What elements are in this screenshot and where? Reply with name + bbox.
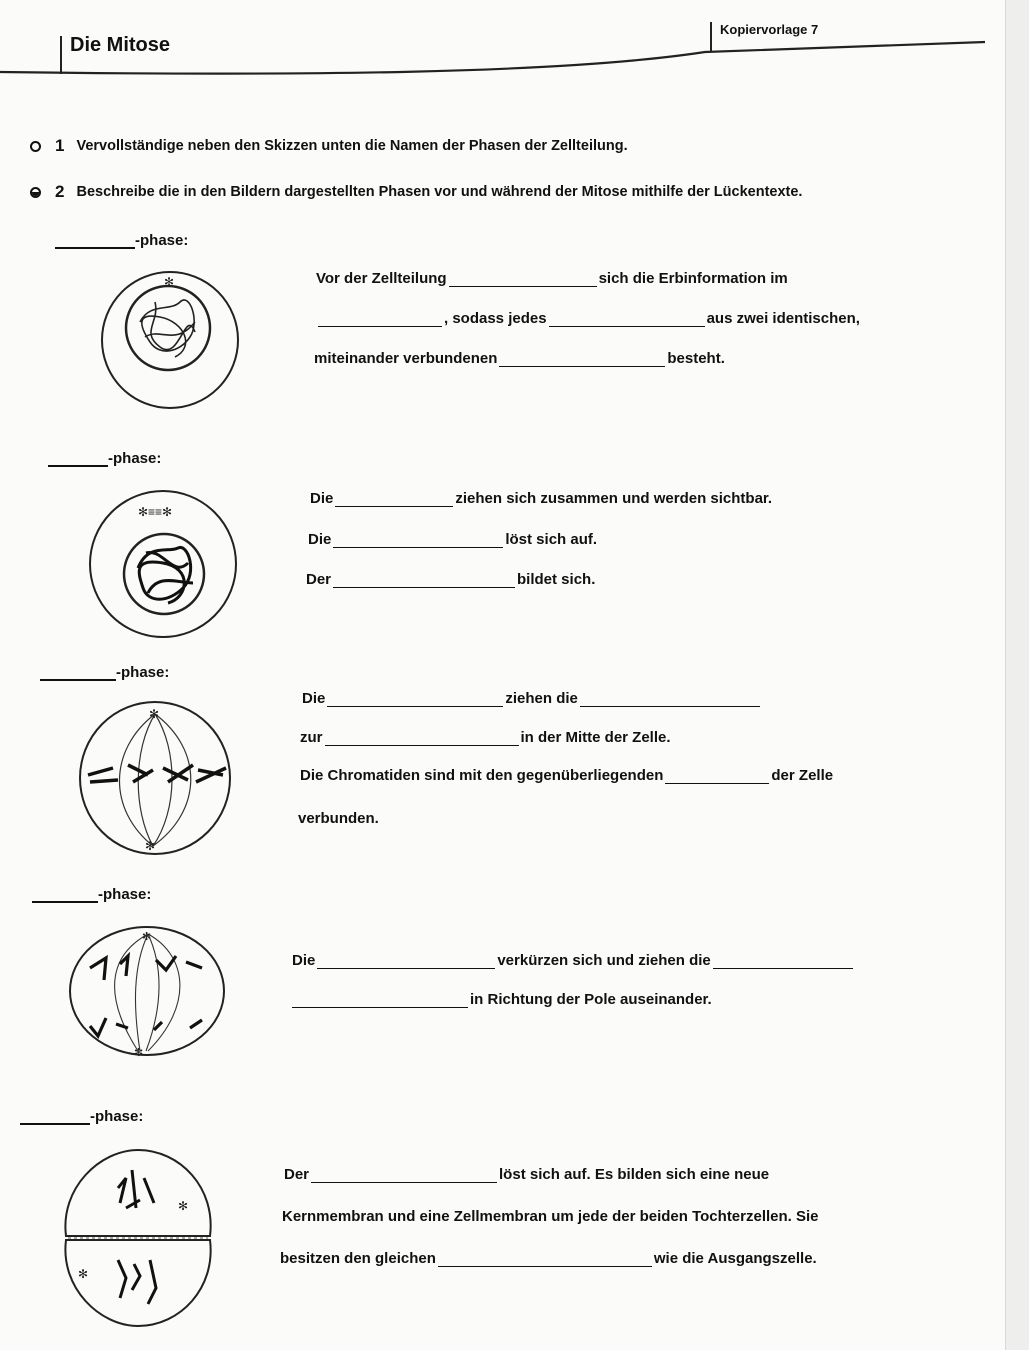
prophase-cell-sketch bbox=[88, 488, 240, 640]
blank-field[interactable] bbox=[55, 233, 135, 249]
p3-line-3 bbox=[300, 767, 833, 784]
blank-field[interactable] bbox=[580, 694, 760, 707]
blank-field[interactable] bbox=[335, 494, 453, 507]
task-number: 2 bbox=[55, 182, 65, 201]
text: löst sich auf. bbox=[505, 531, 598, 548]
telophase-cell-sketch bbox=[60, 1148, 216, 1328]
p5-line-3 bbox=[280, 1250, 817, 1267]
text: aus zwei identischen, bbox=[706, 310, 860, 327]
text: Vor der Zellteilung bbox=[316, 270, 447, 287]
text: Kernmembran und eine Zellmembran um jede der beiden Tochterzellen. Sie bbox=[282, 1208, 819, 1225]
blank-field[interactable] bbox=[713, 956, 853, 969]
p3-line-1 bbox=[302, 690, 762, 707]
phase-label-2 bbox=[48, 450, 161, 467]
p1-line-3 bbox=[314, 350, 725, 367]
text: in der Mitte der Zelle. bbox=[520, 729, 671, 746]
text: Der bbox=[284, 1166, 310, 1183]
text: , sodass jedes bbox=[444, 310, 547, 327]
text: ziehen die bbox=[505, 690, 578, 707]
header-bar-right bbox=[710, 22, 712, 52]
p1-line-2 bbox=[316, 310, 860, 327]
page-title: Die Mitose bbox=[70, 34, 171, 56]
text: sich die Erbinformation im bbox=[598, 270, 788, 287]
text: wie die Ausgangszelle. bbox=[653, 1250, 817, 1267]
svg-text:✻: ✻ bbox=[78, 1267, 89, 1281]
phase-label-3 bbox=[40, 664, 169, 681]
svg-text:✻: ✻ bbox=[142, 931, 152, 943]
text: Die bbox=[302, 690, 326, 707]
p5-line-1 bbox=[284, 1166, 769, 1183]
p3-line-2 bbox=[300, 729, 671, 746]
header-bar-left bbox=[60, 36, 62, 74]
text: verbunden. bbox=[298, 810, 379, 827]
task-2 bbox=[30, 182, 802, 202]
svg-text:✻: ✻ bbox=[145, 839, 156, 853]
task-text: Beschreibe die in den Bildern dargestellten Phasen vor und während der Mitose mithilfe der Lückentexte. bbox=[76, 184, 803, 200]
phase-label-1 bbox=[55, 232, 188, 249]
text: Die Chromatiden sind mit den gegenüberliegenden bbox=[300, 767, 664, 784]
page-edge bbox=[1005, 0, 1029, 1350]
phase-suffix: -phase: bbox=[90, 1108, 144, 1125]
text: löst sich auf. Es bilden sich eine neue bbox=[499, 1166, 770, 1183]
p1-line-1 bbox=[316, 270, 788, 287]
text: besteht. bbox=[667, 350, 725, 367]
p5-line-2 bbox=[282, 1208, 819, 1225]
half-filled-circle-icon bbox=[30, 187, 41, 198]
p4-line-1 bbox=[292, 952, 855, 969]
text: in Richtung der Pole auseinander. bbox=[470, 991, 712, 1008]
blank-field[interactable] bbox=[327, 694, 503, 707]
text: Die bbox=[310, 490, 334, 507]
blank-field[interactable] bbox=[20, 1109, 90, 1125]
phase-label-5 bbox=[20, 1108, 143, 1125]
interphase-cell-sketch bbox=[100, 262, 245, 412]
blank-field[interactable] bbox=[317, 956, 495, 969]
blank-field[interactable] bbox=[665, 771, 769, 784]
text: bildet sich. bbox=[517, 571, 596, 588]
blank-field[interactable] bbox=[549, 314, 705, 327]
p3-line-4 bbox=[298, 810, 379, 827]
text: der Zelle bbox=[771, 767, 834, 784]
phase-suffix: -phase: bbox=[108, 450, 162, 467]
text: zur bbox=[300, 729, 323, 746]
phase-label-4 bbox=[32, 886, 151, 903]
text: Der bbox=[306, 571, 332, 588]
anaphase-cell-sketch bbox=[68, 926, 226, 1058]
metaphase-cell-sketch bbox=[78, 700, 233, 860]
phase-suffix: -phase: bbox=[116, 664, 170, 681]
svg-text:✻: ✻ bbox=[178, 1199, 189, 1213]
blank-field[interactable] bbox=[499, 354, 665, 367]
text: Die bbox=[308, 531, 332, 548]
worksheet-label: Kopiervorlage 7 bbox=[720, 22, 819, 37]
blank-field[interactable] bbox=[325, 733, 519, 746]
blank-field[interactable] bbox=[311, 1170, 497, 1183]
svg-text:✻: ✻ bbox=[134, 1047, 144, 1058]
blank-field[interactable] bbox=[40, 665, 116, 681]
blank-field[interactable] bbox=[333, 575, 515, 588]
phase-suffix: -phase: bbox=[135, 232, 189, 249]
blank-field[interactable] bbox=[292, 995, 468, 1008]
blank-field[interactable] bbox=[48, 451, 108, 467]
text: ziehen sich zusammen und werden sichtbar. bbox=[455, 490, 773, 507]
task-text: Vervollständige neben den Skizzen unten die Namen der Phasen der Zellteilung. bbox=[76, 138, 628, 154]
phase-suffix: -phase: bbox=[98, 886, 152, 903]
task-1 bbox=[30, 136, 628, 156]
blank-field[interactable] bbox=[438, 1254, 652, 1267]
svg-text:✻≡≡✻: ✻≡≡✻ bbox=[138, 505, 173, 519]
svg-text:✻: ✻ bbox=[164, 275, 175, 289]
blank-field[interactable] bbox=[333, 535, 503, 548]
text: Die bbox=[292, 952, 316, 969]
text: miteinander verbundenen bbox=[314, 350, 498, 367]
p2-line-2 bbox=[308, 531, 597, 548]
svg-text:✻: ✻ bbox=[149, 707, 160, 721]
p2-line-3 bbox=[306, 571, 595, 588]
blank-field[interactable] bbox=[449, 274, 597, 287]
p4-line-2 bbox=[290, 991, 712, 1008]
open-circle-icon bbox=[30, 141, 41, 152]
p2-line-1 bbox=[310, 490, 772, 507]
task-number: 1 bbox=[55, 136, 65, 155]
text: besitzen den gleichen bbox=[280, 1250, 436, 1267]
blank-field[interactable] bbox=[32, 887, 98, 903]
blank-field[interactable] bbox=[318, 314, 442, 327]
text: verkürzen sich und ziehen die bbox=[497, 952, 711, 969]
